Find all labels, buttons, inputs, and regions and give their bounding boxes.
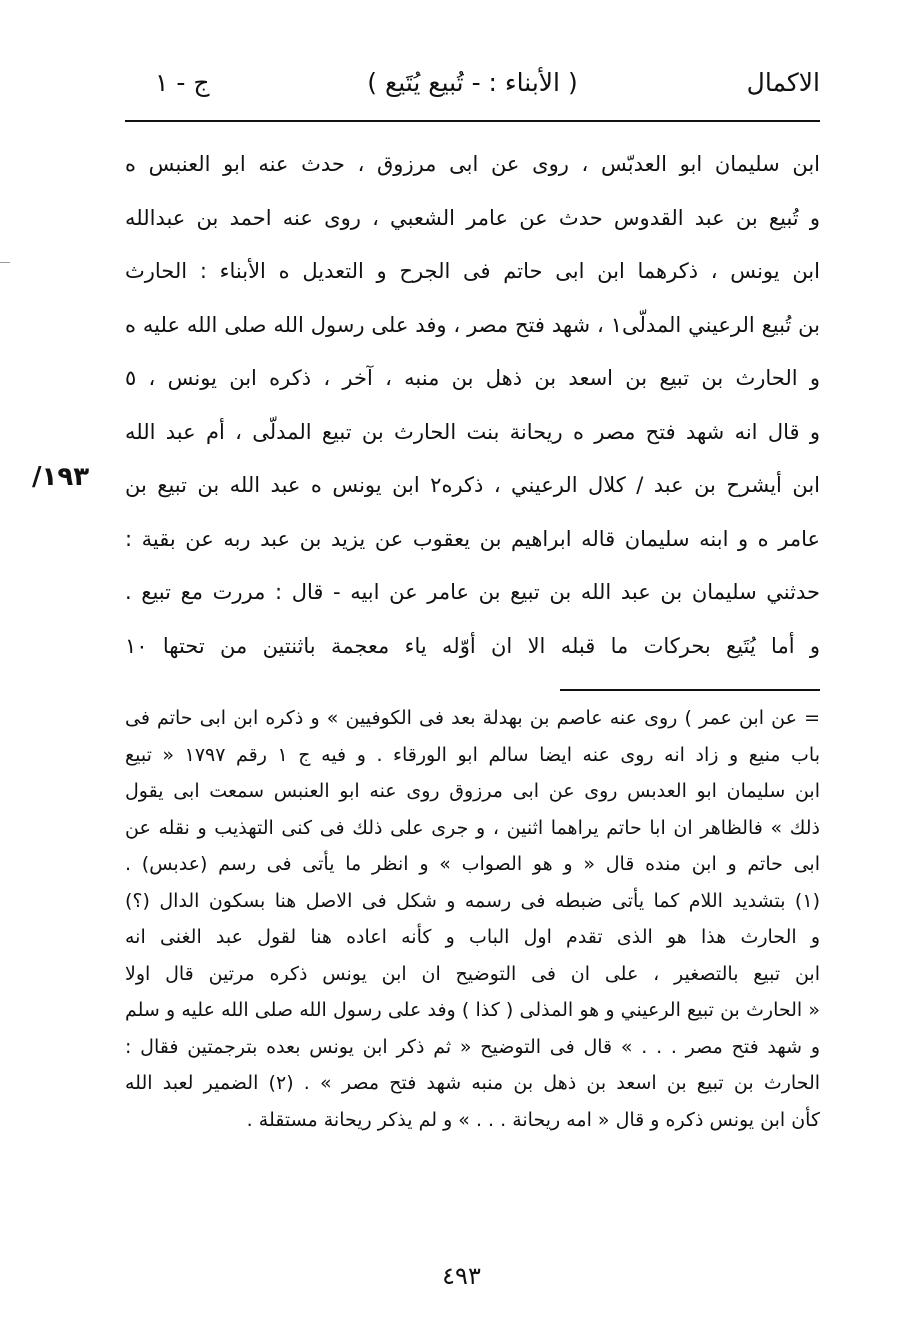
footnote-line: باب منيع و زاد انه روى عنه ايضا سالم ابو الورقاء . و فيه ج ١ رقم ١٧٩٧ « تبيع [125,743,820,766]
book-title: الاكمال [746,68,820,97]
header-rule [125,120,820,122]
running-header [125,68,820,112]
text-line: ابن يونس ، ذكرهما ابن ابى حاتم فى الجرح و التعديل ه الأبناء : الحارث [125,259,820,283]
footnote-line: و شهد فتح مصر . . . » قال فى التوضيح « ثم ذكر ابن يونس بعده بترجمتين فقال : [125,1035,820,1058]
footnote-rule [560,689,820,691]
footnote-line: ابن سليمان ابو العدبس روى عن ابى مرزوق روى عنه ابو العنبس سمعت ابى يقول [125,780,820,802]
section-title: ( الأبناء : - تُبيع يُتَيع ) [367,68,578,97]
text-line: عامر ه و ابنه سليمان قاله ابراهيم بن يعقوب عن يزيد بن عبد ربه عن بقية : [125,526,820,551]
scan-mark [0,262,10,263]
footnote-line: (١) بتشديد اللام كما يأتى ضبطه فى رسمه و شكل فى الاصل هنا بسكون الدال (؟) [125,889,820,912]
text-line: و قال انه شهد فتح مصر ه ريحانة بنت الحارث بن تبيع المدلّى ، أم عبد الله [125,419,820,444]
footnote-line: و الحارث هذا هو الذى تقدم اول الباب و كأنه اعاده هنا لقول عبد الغنى انه [125,926,820,948]
footnotes [125,700,820,1138]
volume-label: ج - ١ [155,68,210,97]
text-line: ابن سليمان ابو العدبّس ، روى عن ابى مرزوق ، حدث عنه ابو العنبس ه [125,152,820,176]
text-line: حدثني سليمان بن عبد الله بن تبيع بن عامر عن ابيه - قال : مررت مع تبيع . [125,580,820,604]
footnote-line: = عن ابن عمر ) روى عنه عاصم بن بهدلة بعد فى الكوفيين » و ذكره ابن ابى حاتم فى [125,707,820,729]
page-number: ٤٩٣ [442,1262,481,1290]
footnote-line: الحارث بن تبيع بن اسعد بن ذهل بن منبه شهد فتح مصر » . (٢) الضمير لعبد الله [125,1072,820,1094]
footnote-line: « الحارث بن تبيع الرعيني و هو المذلى ( كذا ) وفد على رسول الله صلى الله عليه و سلم [125,999,820,1021]
text-line: و الحارث بن تبيع بن اسعد بن ذهل بن منبه ، آخر ، ذكره ابن يونس ، ٥ [125,366,820,390]
footnote-line: كأن ابن يونس ذكره و قال « امه ريحانة . . . » و لم يذكر ريحانة مستقلة . [246,1108,820,1131]
text-line: و أما يُتَيع بحركات ما قبله الا ان أوّله ياء معجمة باثنتين من تحتها ١٠ [125,633,820,658]
text-line: ابن أيشرح بن عبد / كلال الرعيني ، ذكره٢ ابن يونس ه عبد الله بن تبيع بن [125,473,820,497]
footnote-line: ابن تبيع بالتصغير ، على ان فى التوضيح ان ابن يونس ذكره مرتين قال اولا [125,962,820,985]
text-line: و تُبيع بن عبد القدوس حدث عن عامر الشعبي ، روى عنه احمد بن عبدالله [125,205,820,230]
footnote-line: ذلك » فالظاهر ان ابا حاتم يراهما اثنين ، و جرى على ذلك فى كنى التهذيب و نقله عن [125,816,820,839]
main-text [125,138,820,673]
margin-page-reference: /١٩٣ [32,462,90,492]
text-line: بن تُبيع الرعيني المدلّى١ ، شهد فتح مصر ، وفد على رسول الله صلى الله عليه ه [125,312,820,337]
footnote-line: ابى حاتم و ابن منده قال « و هو الصواب » و انظر ما يأتى فى رسم (عدبس) . [125,853,820,875]
